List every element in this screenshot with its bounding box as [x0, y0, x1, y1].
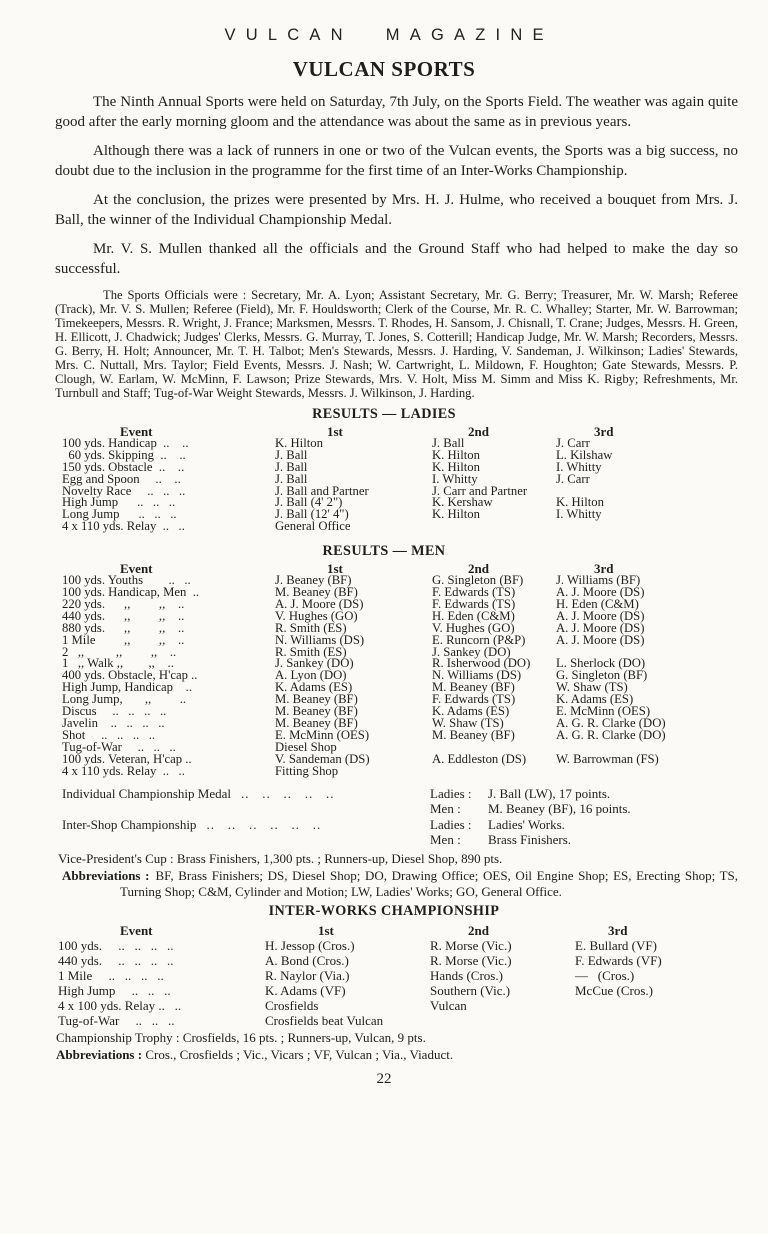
- third-place-cell: E. Bullard (VF): [575, 937, 657, 953]
- table-body: [62, 575, 738, 777]
- abbreviations-text: Cros., Crosfields ; Vic., Vicars ; VF, Vulcan ; Via., Viaduct.: [145, 1047, 454, 1063]
- event-cell: 100 yds. Youths .. ..: [62, 573, 191, 588]
- second-place-cell: [430, 1013, 575, 1028]
- championship-label: [62, 818, 430, 847]
- event-cell: 440 yds. ,, ,, ..: [62, 608, 185, 623]
- section-heading-ladies: RESULTS — LADIES: [312, 406, 456, 422]
- column-header-first: 1st: [327, 561, 343, 577]
- second-place-cell: I. Whitty: [432, 471, 478, 486]
- column-header-third: 3rd: [594, 561, 614, 577]
- table-row: [58, 998, 738, 1013]
- event-cell: Novelty Race .. .. ..: [62, 483, 186, 498]
- article-body: [55, 92, 738, 279]
- championship-label-text: Individual Championship Medal: [62, 786, 231, 802]
- dot-leader: .. .. .. .. ..: [240, 786, 335, 802]
- section-heading-men: RESULTS — MEN: [322, 543, 446, 560]
- third-place-cell: A. J. Moore (DS): [556, 632, 645, 647]
- event-cell: Long Jump .. .. ..: [62, 507, 177, 522]
- second-place-cell: M. Beaney (BF): [432, 727, 515, 742]
- table-row: [58, 1013, 738, 1028]
- second-place-cell: M. Beaney (BF): [432, 680, 515, 695]
- second-place-cell: E. Runcorn (P&P): [432, 632, 526, 647]
- column-header-third: 3rd: [608, 922, 628, 938]
- first-place-cell: Diesel Shop: [275, 739, 337, 754]
- championship-line: [430, 818, 738, 833]
- first-place-cell: J. Ball: [275, 459, 308, 474]
- first-place-cell: J. Sankey (DO): [275, 656, 354, 671]
- event-cell: 400 yds. Obstacle, H'cap ..: [62, 668, 198, 683]
- third-place-cell: — (Cros.): [575, 967, 635, 983]
- second-place-cell: [432, 521, 556, 533]
- page-title: VULCAN SPORTS: [292, 57, 476, 81]
- group-value: J. Ball (LW), 17 points.: [488, 786, 611, 802]
- third-place-cell: F. Edwards (VF): [575, 952, 662, 968]
- event-cell: 60 yds. Skipping .. ..: [62, 447, 186, 462]
- second-place-cell: N. Williams (DS): [432, 668, 522, 683]
- first-place-cell: M. Beaney (BF): [275, 715, 358, 730]
- third-place-cell: I. Whitty: [556, 507, 602, 522]
- event-cell: 880 yds. ,, ,, ..: [62, 620, 185, 635]
- championship-line: [430, 833, 738, 848]
- column-header-first: 1st: [327, 424, 343, 439]
- first-place-cell: H. Jessop (Cros.): [265, 937, 355, 953]
- first-place-cell: Crosfields beat Vulcan: [265, 1012, 384, 1028]
- first-place-cell: M. Beaney (BF): [275, 584, 358, 599]
- championship-line: [430, 802, 738, 817]
- group-value: Ladies' Works.: [488, 817, 565, 833]
- officials-paragraph: The Sports Officials were : Secretary, Mr. A. Lyon; Assistant Secretary, Mr. G. Berry; Treasurer, Mr. W. Marsh; Referee (Track), Mr. V. S. Mullen; Referee (Field), Mr. F. Houldsworth; Clerk of the Course, Mr. R. C. Whalley; Starter, Mr. W. Barrowman; Timekeepers, Messrs. R. Wright, J. France; Marksmen, Messrs. T. Rhodes, H. Sansom, J. Chisnall, T. Crane; Judges, Messrs. H. Green, H. Ellicott, J. Chadwick; Judges' Clerks, Messrs. G. Murray, T. Jones, S. Cotterill; Handicap Judge, Mr. W. Marsh; Recorders, Messrs. G. Berry, H. Holt; Announcer, Mr. T. H. Talbot; Men's Stewards, Messrs. J. Harding, V. Sandeman, J. Wilkinson; Ladies' Stewards, Mrs. C. Nuttall, Mrs. Taylor; Field Events, Messrs. J. Nash; W. Cartwright, L. Mildown, F. Houghton; Gate Stewards, Messrs. P. Clough, W. Earlam, W. McMinn, F. Lawson; Prize Stewards, Mrs. V. Holt, Miss M. Simm and Miss K. Rigby; Refreshments, Mr. Turnbull and Staff; Tug-of-War Weight Stewards, Messrs. J. Wilkinson, J. Harding.: [55, 288, 738, 400]
- group-label: Ladies :: [430, 786, 472, 802]
- first-place-cell: K. Hilton: [275, 435, 323, 450]
- table-row: [58, 953, 738, 968]
- event-cell: 1 Mile .. .. .. ..: [58, 967, 164, 983]
- third-place-cell: J. Carr: [556, 435, 590, 450]
- first-place-cell: R. Naylor (Via.): [265, 967, 350, 983]
- column-header-event: Event: [120, 424, 153, 439]
- second-place-cell: K. Hilton: [432, 447, 480, 462]
- first-place-cell: N. Williams (DS): [275, 632, 365, 647]
- second-place-cell: F. Edwards (TS): [432, 692, 516, 707]
- first-place-cell: K. Adams (VF): [265, 982, 346, 998]
- second-place-cell: J. Carr and Partner: [432, 483, 528, 498]
- event-cell: 1 ,, Walk ,, ,, ..: [62, 656, 174, 671]
- event-cell: 100 yds. Handicap .. ..: [62, 435, 189, 450]
- group-label: Ladies :: [430, 817, 472, 833]
- third-place-cell: K. Adams (ES): [556, 692, 634, 707]
- third-place-cell: L. Kilshaw: [556, 447, 613, 462]
- championship-results: [430, 787, 738, 816]
- event-cell: 100 yds. Veteran, H'cap ..: [62, 751, 192, 766]
- first-place-cell: J. Ball and Partner: [275, 483, 369, 498]
- table-row: [58, 968, 738, 983]
- masthead: VULCAN MAGAZINE: [224, 26, 554, 44]
- first-place-cell: A. J. Moore (DS): [275, 596, 364, 611]
- column-header-second: 2nd: [468, 922, 489, 938]
- abbreviations-block: [62, 868, 738, 898]
- event-cell: Tug-of-War .. .. ..: [62, 739, 176, 754]
- first-place-cell: J. Ball (12' 4"): [275, 507, 349, 522]
- first-place-cell: R. Smith (ES): [275, 644, 347, 659]
- championship-label: [62, 787, 430, 816]
- second-place-cell: [432, 766, 556, 778]
- event-cell: 440 yds. .. .. .. ..: [58, 952, 174, 968]
- event-cell: High Jump .. .. ..: [58, 982, 171, 998]
- table-body: [58, 938, 738, 1028]
- event-cell: High Jump, Handicap ..: [62, 680, 193, 695]
- second-place-cell: Southern (Vic.): [430, 982, 511, 998]
- dot-leader: .. .. .. .. .. ..: [206, 817, 322, 833]
- men-results-table: [62, 563, 738, 777]
- paragraph: The Ninth Annual Sports were held on Saturday, 7th July, on the Sports Field. The weather was again quite good after the early morning gloom and the attendance was about the same as in previous years.: [55, 94, 738, 130]
- event-cell: 100 yds. Handicap, Men ..: [62, 584, 200, 599]
- second-place-cell: Hands (Cros.): [430, 967, 503, 983]
- event-cell: Long Jump, ,, ..: [62, 692, 187, 707]
- championship-trophy-line: Championship Trophy : Crosfields, 16 pts. ; Runners-up, Vulcan, 9 pts.: [56, 1029, 426, 1045]
- table-row: [58, 983, 738, 998]
- group-label: Men :: [430, 800, 461, 816]
- third-place-cell: I. Whitty: [556, 459, 602, 474]
- second-place-cell: F. Edwards (TS): [432, 584, 516, 599]
- second-place-cell: K. Adams (ES): [432, 704, 510, 719]
- ladies-results-table: [62, 426, 738, 533]
- paragraph: Mr. V. S. Mullen thanked all the officials and the Ground Staff who had helped to make the day so successful.: [55, 241, 738, 277]
- paragraph: Although there was a lack of runners in one or two of the Vulcan events, the Sports was a big success, no doubt due to the inclusion in the programme for the first time of an Inter-Works Championship.: [55, 143, 738, 179]
- first-place-cell: A. Lyon (DO): [275, 668, 347, 683]
- column-header-second: 2nd: [468, 561, 489, 577]
- first-place-cell: M. Beaney (BF): [275, 704, 358, 719]
- third-place-cell: J. Williams (BF): [556, 573, 641, 588]
- third-place-cell: W. Shaw (TS): [556, 680, 628, 695]
- first-place-cell: V. Sandeman (DS): [275, 751, 370, 766]
- inter-works-section: [0, 903, 768, 1063]
- second-place-cell: J. Sankey (DO): [432, 644, 511, 659]
- event-cell: 4 x 100 yds. Relay .. ..: [58, 997, 182, 1013]
- abbreviations-label: Abbreviations :: [62, 868, 150, 884]
- event-cell: 4 x 110 yds. Relay .. ..: [62, 763, 185, 778]
- third-place-cell: [575, 1013, 738, 1028]
- column-header-event: Event: [120, 561, 153, 577]
- first-place-cell: E. McMinn (OES): [275, 727, 370, 742]
- first-place-cell: J. Beaney (BF): [275, 573, 352, 588]
- event-cell: 2 ,, ,, ,, ..: [62, 644, 177, 659]
- event-cell: 1 Mile ,, ,, ..: [62, 632, 185, 647]
- first-place-cell: General Office: [275, 519, 351, 534]
- third-place-cell: W. Barrowman (FS): [556, 751, 659, 766]
- section-heading-inter-works: INTER-WORKS CHAMPIONSHIP: [268, 902, 500, 919]
- abbreviations-label: Abbreviations :: [56, 1047, 143, 1063]
- vice-presidents-cup-line: Vice-President's Cup : Brass Finishers, 1,300 pts. ; Runners-up, Diesel Shop, 890 pts.: [58, 851, 503, 867]
- event-cell: 100 yds. .. .. .. ..: [58, 937, 174, 953]
- second-place-cell: K. Kershaw: [432, 495, 493, 510]
- second-place-cell: Vulcan: [430, 997, 467, 1013]
- second-place-cell: K. Hilton: [432, 459, 480, 474]
- first-place-cell: V. Hughes (GO): [275, 608, 358, 623]
- results-men-section: [0, 543, 768, 777]
- group-value: Brass Finishers.: [488, 831, 572, 847]
- column-header-second: 2nd: [468, 424, 489, 439]
- individual-championship-row: [62, 787, 738, 816]
- paragraph: At the conclusion, the prizes were presented by Mrs. H. J. Hulme, who received a bouquet from Mrs. J. Ball, the winner of the Individual Championship Medal.: [55, 192, 738, 228]
- championship-label-text: Inter-Shop Championship: [62, 817, 197, 833]
- event-cell: Egg and Spoon .. ..: [62, 471, 181, 486]
- third-place-cell: A. G. R. Clarke (DO): [556, 715, 666, 730]
- event-cell: 150 yds. Obstacle .. ..: [62, 459, 185, 474]
- championship-results: [430, 818, 738, 847]
- second-place-cell: R. Morse (Vic.): [430, 952, 512, 968]
- inter-works-table: [58, 923, 738, 1028]
- third-place-cell: [556, 766, 738, 778]
- first-place-cell: K. Adams (ES): [275, 680, 353, 695]
- second-place-cell: R. Morse (Vic.): [430, 937, 512, 953]
- championship-line: [430, 787, 738, 802]
- third-place-cell: A. G. R. Clarke (DO): [556, 727, 666, 742]
- group-value: M. Beaney (BF), 16 points.: [488, 800, 631, 816]
- third-place-cell: A. J. Moore (DS): [556, 620, 645, 635]
- second-place-cell: J. Ball: [432, 435, 465, 450]
- third-place-cell: H. Eden (C&M): [556, 596, 639, 611]
- event-cell: 220 yds. ,, ,, ..: [62, 596, 185, 611]
- abbreviations-text: BF, Brass Finishers; DS, Diesel Shop; DO, Drawing Office; OES, Oil Engine Shop; ES, Erecting Shop; TS, Turning Shop; C&M, Cylinder and Motion; LW, Ladies' Works; GO, General Office.: [120, 868, 739, 899]
- third-place-cell: L. Sherlock (DO): [556, 656, 646, 671]
- event-cell: High Jump .. .. ..: [62, 495, 176, 510]
- group-label: Men :: [430, 831, 461, 847]
- third-place-cell: G. Singleton (BF): [556, 668, 648, 683]
- table-body: [62, 435, 738, 534]
- column-header-third: 3rd: [594, 424, 614, 439]
- first-place-cell: J. Ball (4' 2"): [275, 495, 343, 510]
- event-cell: Tug-of-War .. .. ..: [58, 1012, 175, 1028]
- third-place-cell: [556, 521, 738, 533]
- championship-summary-section: [0, 787, 768, 898]
- third-place-cell: [575, 998, 738, 1013]
- third-place-cell: McCue (Cros.): [575, 982, 653, 998]
- results-ladies-section: [0, 406, 768, 533]
- second-place-cell: F. Edwards (TS): [432, 596, 516, 611]
- second-place-cell: V. Hughes (GO): [432, 620, 515, 635]
- second-place-cell: W. Shaw (TS): [432, 715, 504, 730]
- third-place-cell: E. McMinn (OES): [556, 704, 651, 719]
- column-header-event: Event: [120, 922, 153, 938]
- event-cell: Shot .. .. .. ..: [62, 727, 156, 742]
- second-place-cell: H. Eden (C&M): [432, 608, 515, 623]
- page-number: 22: [376, 1070, 392, 1087]
- third-place-cell: A. J. Moore (DS): [556, 584, 645, 599]
- table-row: [58, 938, 738, 953]
- second-place-cell: R. Isherwood (DO): [432, 656, 531, 671]
- third-place-cell: A. J. Moore (DS): [556, 608, 645, 623]
- first-place-cell: J. Ball: [275, 471, 308, 486]
- second-place-cell: G. Singleton (BF): [432, 573, 524, 588]
- event-cell: Discus .. .. .. ..: [62, 704, 167, 719]
- third-place-cell: J. Carr: [556, 471, 590, 486]
- first-place-cell: Crosfields: [265, 997, 319, 1013]
- first-place-cell: R. Smith (ES): [275, 620, 347, 635]
- third-place-cell: K. Hilton: [556, 495, 604, 510]
- table-row: [62, 763, 738, 778]
- first-place-cell: M. Beaney (BF): [275, 692, 358, 707]
- second-place-cell: A. Eddleston (DS): [432, 751, 527, 766]
- abbreviations-line: [56, 1047, 738, 1063]
- table-header-row: [58, 923, 738, 938]
- second-place-cell: K. Hilton: [432, 507, 480, 522]
- table-row: [62, 521, 738, 533]
- first-place-cell: A. Bond (Cros.): [265, 952, 349, 968]
- inter-shop-championship-row: [62, 818, 738, 847]
- first-place-cell: Fitting Shop: [275, 763, 339, 778]
- column-header-first: 1st: [318, 922, 334, 938]
- first-place-cell: J. Ball: [275, 447, 308, 462]
- event-cell: Javelin .. .. .. ..: [62, 715, 165, 730]
- event-cell: 4 x 110 yds. Relay .. ..: [62, 519, 185, 534]
